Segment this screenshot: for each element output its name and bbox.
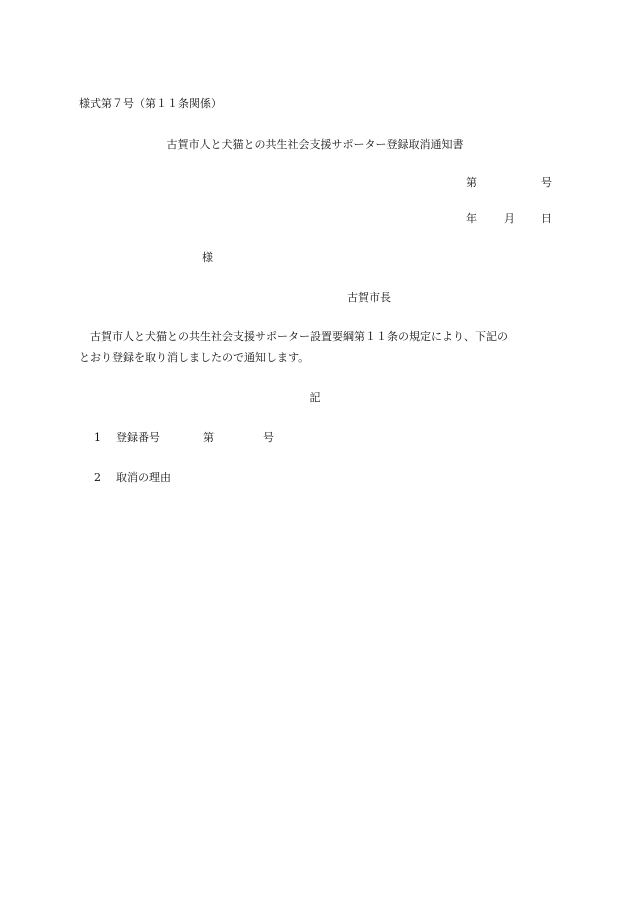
date-year-label: 年 bbox=[466, 212, 477, 225]
addressee-suffix: 様 bbox=[202, 251, 213, 264]
item-number: 2 bbox=[94, 471, 101, 484]
item-number: 1 bbox=[94, 431, 101, 444]
form-number: 様式第７号（第１１条関係） bbox=[79, 97, 222, 110]
document-title: 古賀市人と犬猫との共生社会支援サポーター登録取消通知書 bbox=[166, 138, 464, 151]
item-label-registration-number: 登録番号 bbox=[116, 431, 160, 444]
document-number-suffix: 号 bbox=[541, 176, 552, 189]
registration-number-suffix: 号 bbox=[263, 431, 274, 444]
item-label-cancellation-reason: 取消の理由 bbox=[116, 471, 171, 484]
sender-name: 古賀市長 bbox=[347, 291, 391, 304]
body-text-line-1: 古賀市人と犬猫との共生社会支援サポーター設置要綱第１１条の規定により、下記の bbox=[90, 330, 508, 343]
body-text-line-2: とおり登録を取り消しましたので通知します。 bbox=[79, 351, 310, 364]
date-day-label: 日 bbox=[541, 212, 552, 225]
registration-number-prefix: 第 bbox=[203, 431, 214, 444]
date-month-label: 月 bbox=[504, 212, 515, 225]
ki-heading: 記 bbox=[309, 391, 321, 404]
document-number-label: 第 bbox=[466, 176, 477, 189]
